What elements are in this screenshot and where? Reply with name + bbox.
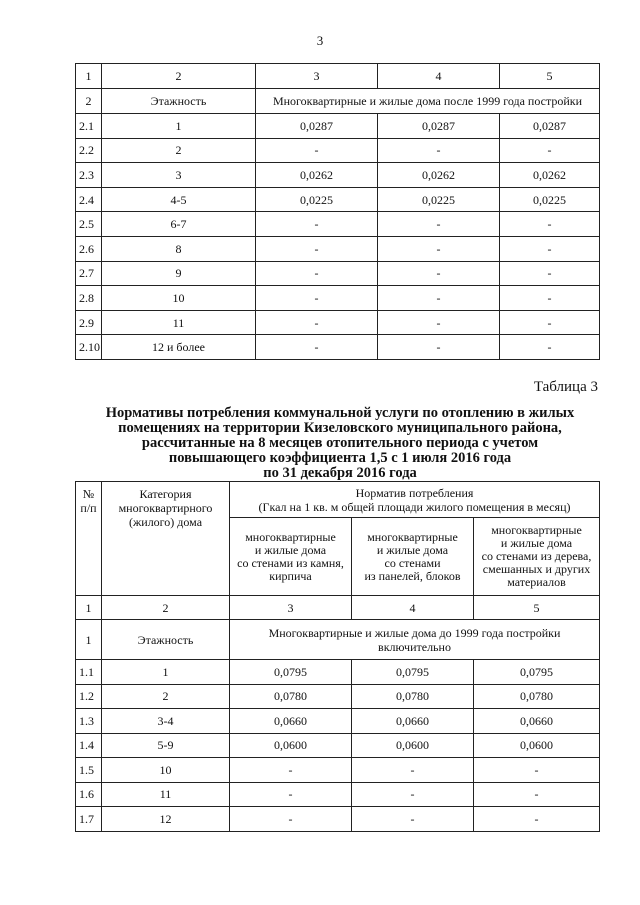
header-text: со стенами (384, 555, 441, 570)
header-text: материалов (507, 575, 566, 589)
column-number: 4 (352, 596, 474, 620)
table-row (76, 335, 600, 360)
row-number: 2.3 (76, 163, 102, 188)
floors-value: 3 (102, 163, 256, 188)
norm-value: 0,0287 (378, 114, 500, 139)
table-row (76, 733, 600, 758)
norm-value: 0,0780 (352, 684, 474, 709)
table-row (76, 163, 600, 188)
norm-value: - (256, 286, 378, 311)
table-row (76, 187, 600, 212)
col-num-header (76, 482, 102, 596)
row-number: 2.6 (76, 236, 102, 261)
row-number: 2 (76, 89, 102, 114)
row-number: 2.10 (76, 335, 102, 360)
col-stone-header (230, 518, 352, 596)
section-row (76, 89, 600, 114)
section-note: Многоквартирные и жилые дома после 1999 года постройки (256, 89, 600, 114)
row-number: 1.4 (76, 733, 102, 758)
column-number: 4 (378, 64, 500, 89)
table-row (76, 236, 600, 261)
column-number: 5 (500, 64, 600, 89)
row-number: 1.5 (76, 758, 102, 783)
floors-value: 1 (102, 660, 230, 685)
column-number: 1 (76, 64, 102, 89)
norm-value: - (256, 310, 378, 335)
norm-value: - (474, 782, 600, 807)
norm-value: 0,0660 (230, 709, 352, 734)
heating-norms-table (75, 481, 600, 832)
norm-value: - (256, 236, 378, 261)
table-row (76, 660, 600, 685)
floors-value: 12 и более (102, 335, 256, 360)
norm-value: 0,0795 (230, 660, 352, 685)
norm-value: 0,0225 (256, 187, 378, 212)
table-continued (75, 63, 600, 360)
floors-value: 10 (102, 286, 256, 311)
row-number: 1.2 (76, 684, 102, 709)
col-wood-header (474, 518, 600, 596)
table-head-row (76, 482, 600, 518)
norm-value: 0,0600 (230, 733, 352, 758)
norm-value: - (500, 310, 600, 335)
norm-value: - (256, 212, 378, 237)
row-number: 2.8 (76, 286, 102, 311)
header-text: кирпича (269, 568, 312, 583)
norm-value: - (352, 782, 474, 807)
header-text: со стенами из камня, (237, 555, 344, 570)
header-text: многоквартирные (245, 529, 336, 544)
row-number: 2.1 (76, 114, 102, 139)
column-number: 3 (256, 64, 378, 89)
table-row (76, 782, 600, 807)
header-text: и жилые дома (254, 542, 327, 557)
floors-value: 8 (102, 236, 256, 261)
norm-value: - (256, 335, 378, 360)
norm-value: 0,0262 (500, 163, 600, 188)
header-text: многоквартирные (367, 529, 458, 544)
row-number: 1.1 (76, 660, 102, 685)
norm-value: 0,0262 (256, 163, 378, 188)
header-text: Норматив потребления (355, 485, 474, 500)
norm-value: 0,0600 (352, 733, 474, 758)
row-number: 2.2 (76, 138, 102, 163)
section-note-line: включительно (378, 639, 451, 654)
floors-value: 1 (102, 114, 256, 139)
norm-value: - (378, 236, 500, 261)
header-text: многоквартирного (118, 501, 213, 515)
norm-value: - (230, 807, 352, 832)
norm-value: - (378, 261, 500, 286)
floors-value: 4-5 (102, 187, 256, 212)
title-line: повышающего коэффициента 1,5 с 1 июля 2016 года (168, 450, 512, 466)
floors-value: 12 (102, 807, 230, 832)
header-text: со стенами из дерева, (481, 549, 592, 563)
floors-value: 9 (102, 261, 256, 286)
page-number: 3 (316, 33, 324, 48)
table-row (76, 138, 600, 163)
row-number: 2.9 (76, 310, 102, 335)
norm-value: 0,0660 (474, 709, 600, 734)
header-text: многоквартирные (491, 523, 582, 537)
column-number-row (76, 64, 600, 89)
floors-value: 3-4 (102, 709, 230, 734)
col-panel-header (352, 518, 474, 596)
header-text: и жилые дома (376, 542, 449, 557)
header-text: и жилые дома (500, 536, 573, 550)
norm-value: - (378, 286, 500, 311)
norm-value: - (378, 310, 500, 335)
table-row (76, 807, 600, 832)
floors-value: 10 (102, 758, 230, 783)
header-text: смешанных и других (482, 562, 591, 576)
floors-value: 6-7 (102, 212, 256, 237)
table-row (76, 261, 600, 286)
norm-value: - (378, 212, 500, 237)
table-row (76, 709, 600, 734)
title-line: помещениях на территории Кизеловского муниципального района, (118, 420, 562, 436)
row-number: 2.7 (76, 261, 102, 286)
norm-value: 0,0225 (500, 187, 600, 212)
table-row (76, 286, 600, 311)
norm-value: 0,0600 (474, 733, 600, 758)
row-number: 1.6 (76, 782, 102, 807)
norm-value: - (230, 782, 352, 807)
header-text: Категория (139, 487, 192, 501)
column-number: 3 (230, 596, 352, 620)
norm-value: - (500, 236, 600, 261)
header-text: из панелей, блоков (364, 568, 461, 583)
row-number: 2.5 (76, 212, 102, 237)
norm-value: - (378, 335, 500, 360)
norm-value: 0,0262 (378, 163, 500, 188)
title-line: Нормативы потребления коммунальной услуги по отоплению в жилых (105, 405, 575, 421)
floors-value: 2 (102, 684, 230, 709)
header-text: (Гкал на 1 кв. м общей площади жилого помещения в месяц) (258, 499, 571, 514)
norm-value: - (378, 138, 500, 163)
section-row (76, 620, 600, 660)
title-line: по 31 декабря 2016 года (263, 465, 417, 481)
norm-value: - (474, 758, 600, 783)
row-number: 1.7 (76, 807, 102, 832)
row-number: 1 (76, 620, 102, 660)
norm-value: 0,0795 (352, 660, 474, 685)
table-label: Таблица 3 (533, 379, 598, 395)
norm-value: - (500, 261, 600, 286)
col-category-header (102, 482, 230, 596)
header-text: № (82, 487, 95, 501)
norm-value: - (500, 286, 600, 311)
table-row (76, 212, 600, 237)
floors-label: Этажность (102, 89, 256, 114)
column-number: 2 (102, 596, 230, 620)
title-line: рассчитанные на 8 месяцев отопительного периода с учетом (141, 435, 539, 451)
floors-value: 2 (102, 138, 256, 163)
table-title (60, 406, 620, 481)
table-row (76, 758, 600, 783)
norm-value: - (230, 758, 352, 783)
norm-value: 0,0660 (352, 709, 474, 734)
floors-value: 11 (102, 782, 230, 807)
column-number: 5 (474, 596, 600, 620)
table-row (76, 310, 600, 335)
norm-value: 0,0287 (500, 114, 600, 139)
row-number: 2.4 (76, 187, 102, 212)
section-note-line: Многоквартирные и жилые дома до 1999 года постройки (268, 625, 561, 640)
section-note (230, 620, 600, 660)
floors-value: 5-9 (102, 733, 230, 758)
table-row (76, 114, 600, 139)
header-text: (жилого) дома (128, 515, 203, 529)
norm-value: - (352, 758, 474, 783)
norm-value: 0,0780 (230, 684, 352, 709)
norm-value: 0,0225 (378, 187, 500, 212)
norm-value: - (256, 261, 378, 286)
column-number-row (76, 596, 600, 620)
norm-value: - (256, 138, 378, 163)
column-number: 2 (102, 64, 256, 89)
header-text: п/п (80, 501, 97, 515)
norm-value: - (500, 335, 600, 360)
norm-value: 0,0287 (256, 114, 378, 139)
norm-value: - (500, 138, 600, 163)
norm-header (230, 482, 600, 518)
norm-value: - (474, 807, 600, 832)
column-number: 1 (76, 596, 102, 620)
table-row (76, 684, 600, 709)
row-number: 1.3 (76, 709, 102, 734)
norm-value: - (352, 807, 474, 832)
floors-label: Этажность (102, 620, 230, 660)
floors-value: 11 (102, 310, 256, 335)
norm-value: 0,0780 (474, 684, 600, 709)
norm-value: 0,0795 (474, 660, 600, 685)
norm-value: - (500, 212, 600, 237)
